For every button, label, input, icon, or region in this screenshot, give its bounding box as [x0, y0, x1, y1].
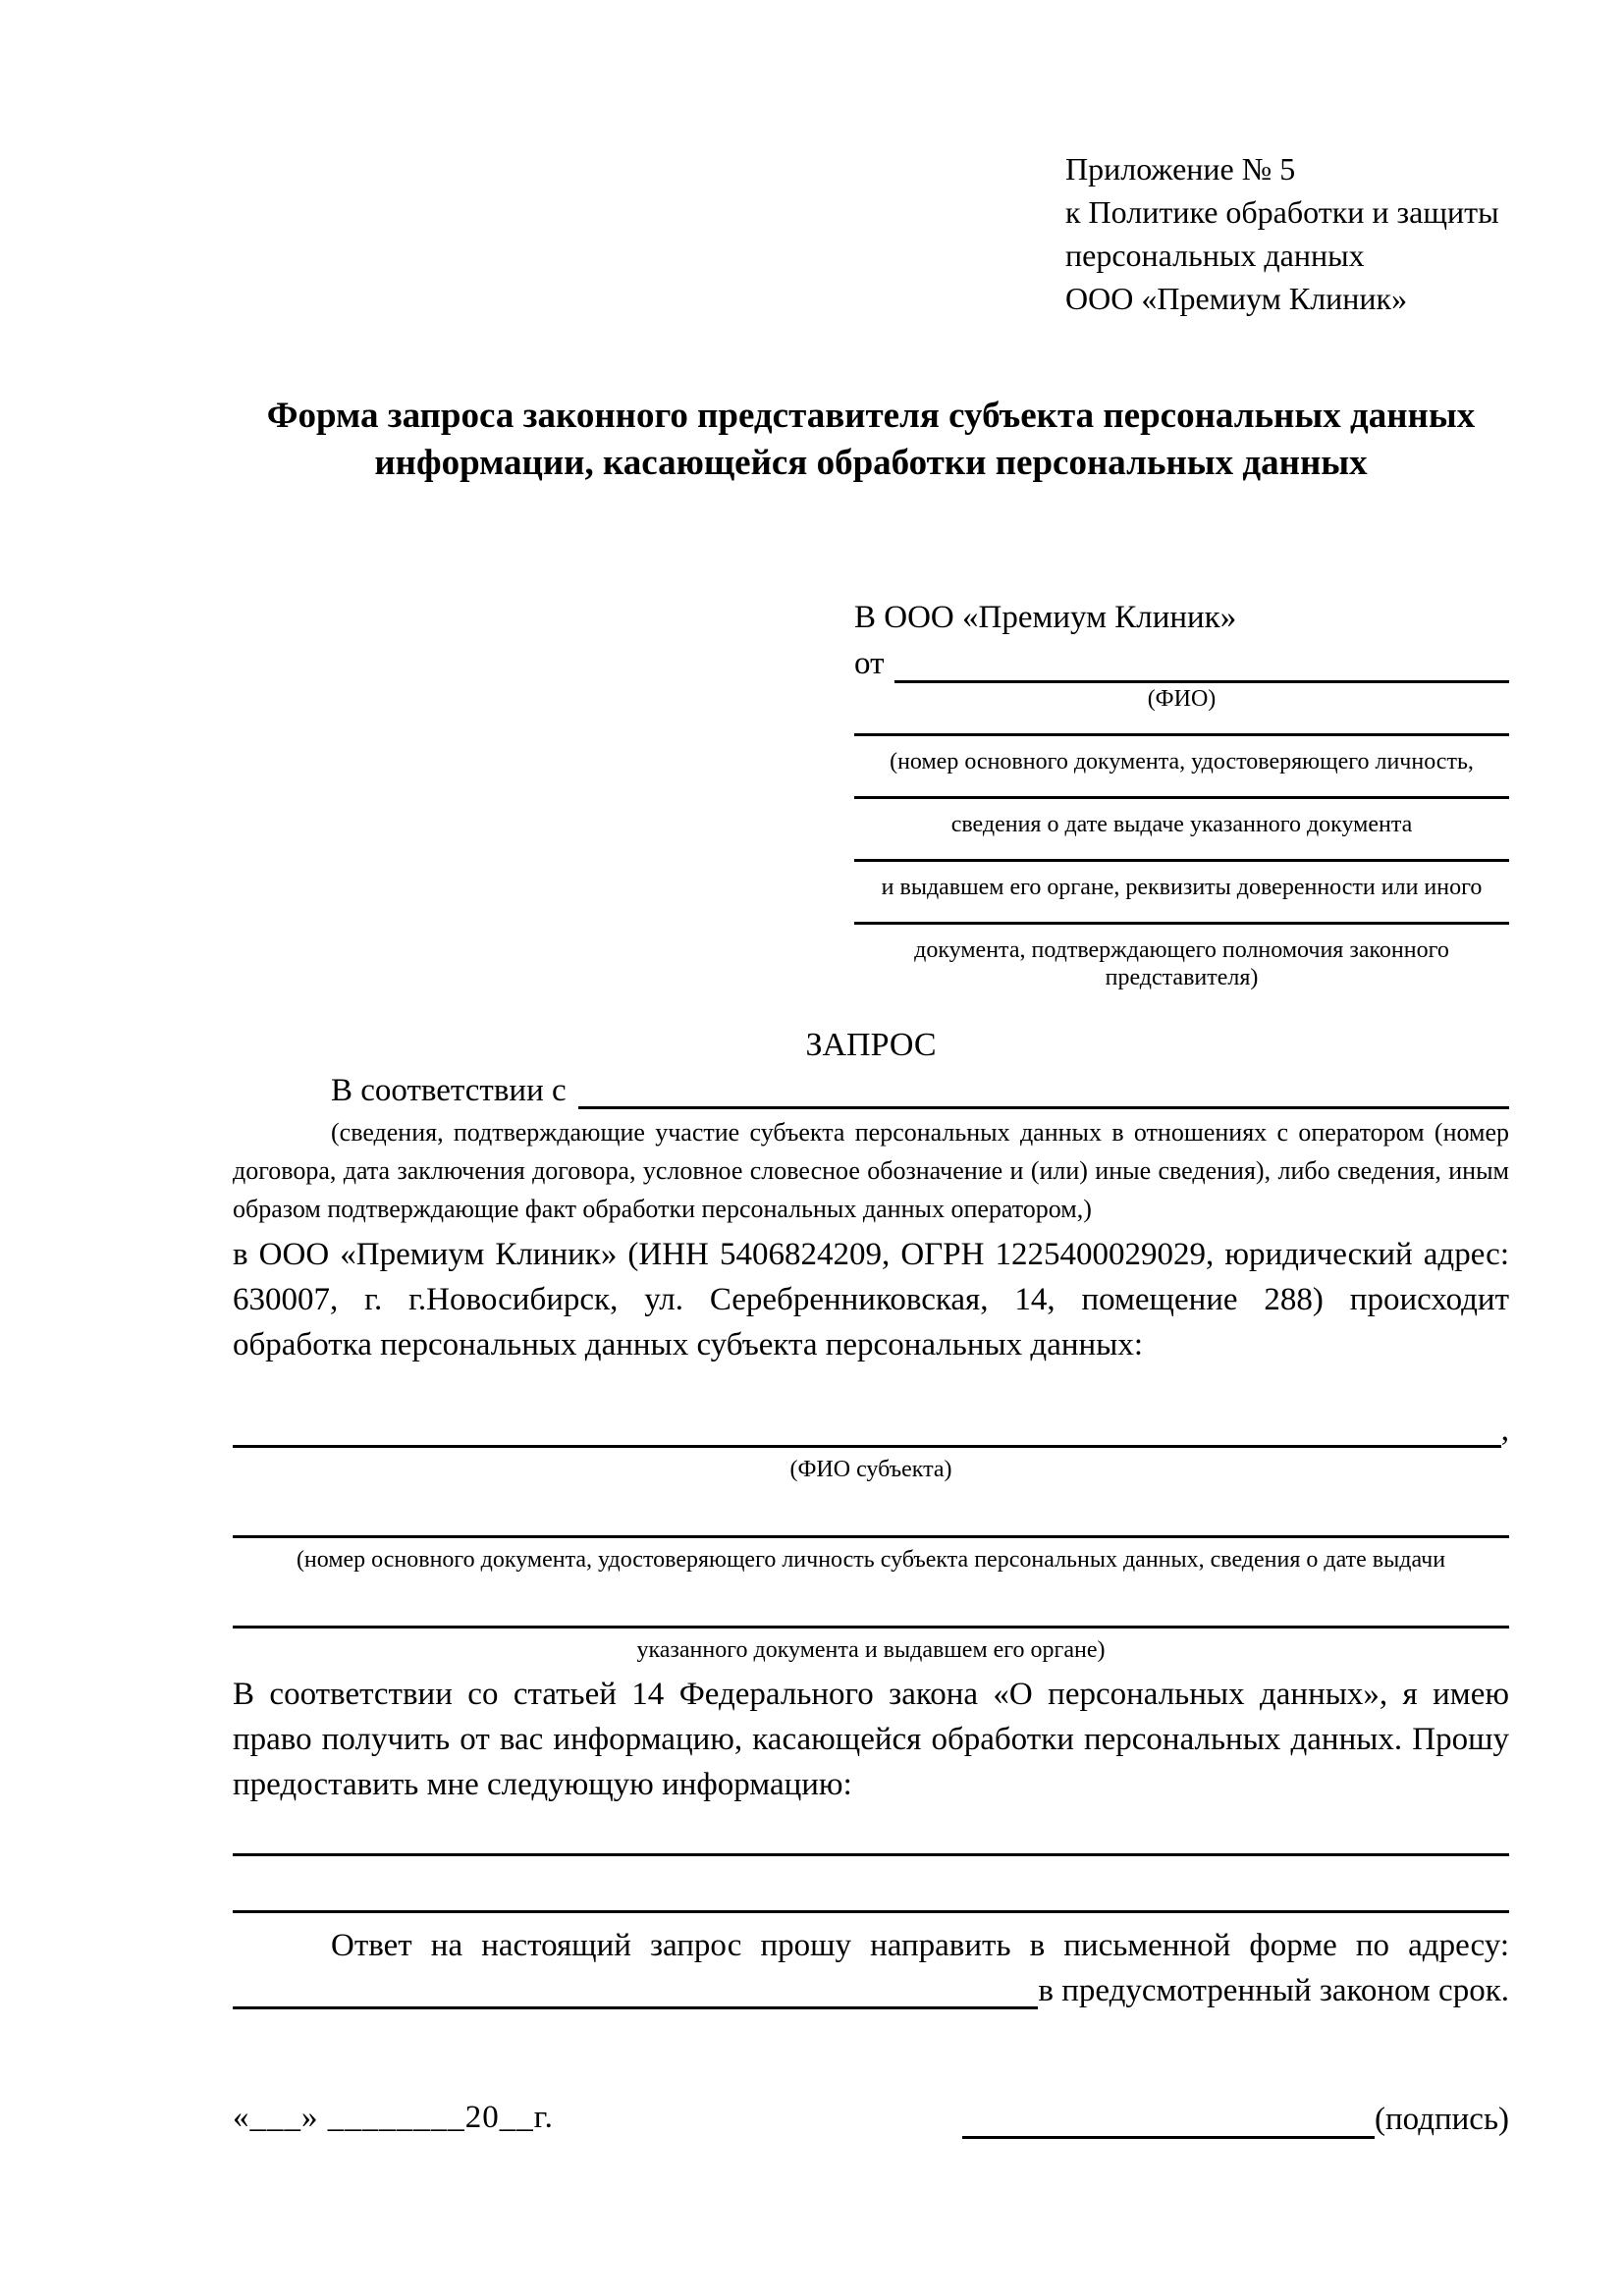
signature-caption: (подпись): [1375, 2102, 1509, 2137]
subject-document-line: [233, 1483, 1509, 1538]
addressee-to: В ООО «Премиум Клиник»: [854, 600, 1237, 635]
signature-line: [962, 2092, 1375, 2139]
subject-fio-row: [233, 1405, 1509, 1448]
issue-date-caption: сведения о дате выдаче указанного документа: [950, 812, 1413, 837]
from-label: от: [854, 646, 885, 681]
request-heading: ЗАПРОС: [805, 1027, 937, 1063]
appendix-line-4: ООО «Премиум Клиник»: [1065, 281, 1408, 316]
addressee-block: [854, 595, 1509, 991]
authority-document-field: [854, 901, 1509, 991]
appendix-line-2: к Политике обработки и защиты: [1065, 194, 1499, 230]
fio-caption: (ФИО): [1147, 686, 1217, 712]
subject-fio-comma: ,: [1500, 1413, 1509, 1448]
subject-fio-line: [233, 1405, 1501, 1448]
intro-label: В соответствии с: [331, 1073, 567, 1108]
document-title: [233, 393, 1509, 487]
intro-caption: (сведения, подтверждающие участие субъекта персональных данных в отношениях с оператором (номер договора, дата заключения договора, условное словесное обозначение и (или) иные сведения), либо сведения, иным образом подтверждающие факт обработки персональных данных оператором,): [233, 1118, 1509, 1223]
signature-field: [962, 2092, 1509, 2139]
from-row: [854, 640, 1509, 683]
operator-paragraph: в ООО «Премиум Клиник» (ИНН 5406824209, ОГРН 1225400029029, юридический адрес: 630007, г. г.Новосибирск, ул. Серебренниковская, 14, помещение 288) происходит обработка персональных данных субъекта персональных данных:: [233, 1237, 1509, 1362]
appendix-line-1: Приложение № 5: [1065, 151, 1296, 187]
answer-address-row: [233, 1968, 1509, 2009]
document-number-field: [854, 713, 1509, 775]
answer-suffix: в предусмотренный законом срок.: [1038, 1973, 1509, 2008]
issue-date-line: [854, 775, 1509, 799]
subject-document-caption-1: (номер основного документа, удостоверяющего личность субъекта персональных данных, сведения о дате выдачи: [296, 1547, 1446, 1573]
issuing-authority-caption: и выдавшем его органе, реквизиты доверенности или иного: [881, 875, 1483, 900]
subject-document-caption-2: указанного документа и выдавшем его органе): [636, 1637, 1106, 1663]
answer-paragraph: Ответ на настоящий запрос прошу направить в письменной форме по адресу:: [331, 1928, 1509, 1963]
subject-fio-caption: (ФИО субъекта): [789, 1457, 952, 1482]
issuing-authority-line: [854, 838, 1509, 862]
authority-document-caption: документа, подтверждающего полномочия законного представителя): [914, 937, 1449, 990]
subject-document-line-2: [233, 1574, 1509, 1629]
from-name-line: [894, 640, 1510, 683]
appendix-line-3: персональных данных: [1065, 238, 1365, 273]
authority-document-line: [854, 901, 1509, 925]
intro-row: [233, 1068, 1509, 1109]
document-number-caption: (номер основного документа, удостоверяющего личность,: [890, 749, 1474, 774]
intro-line: [578, 1068, 1509, 1109]
answer-address-line: [233, 1968, 1038, 2009]
document-number-line: [854, 713, 1509, 736]
issue-date-field: [854, 775, 1509, 838]
document-title-line-1: Форма запроса законного представителя субъекта персональных данных: [266, 396, 1476, 436]
signature-row: [233, 2092, 1509, 2139]
info-request-line-2: [233, 1907, 1509, 1913]
issuing-authority-field: [854, 838, 1509, 901]
appendix-block: [1065, 147, 1509, 320]
law-paragraph: В соответствии со статьей 14 Федерального закона «О персональных данных», я имею право получить от вас информацию, касающейся обработки персональных данных. Прошу предоставить мне следующую информацию:: [233, 1677, 1509, 1802]
info-request-line-1: [233, 1850, 1509, 1856]
document-title-line-2: информации, касающейся обработки персональных данных: [374, 443, 1368, 483]
date-field: «___» ________20__г.: [233, 2100, 554, 2135]
